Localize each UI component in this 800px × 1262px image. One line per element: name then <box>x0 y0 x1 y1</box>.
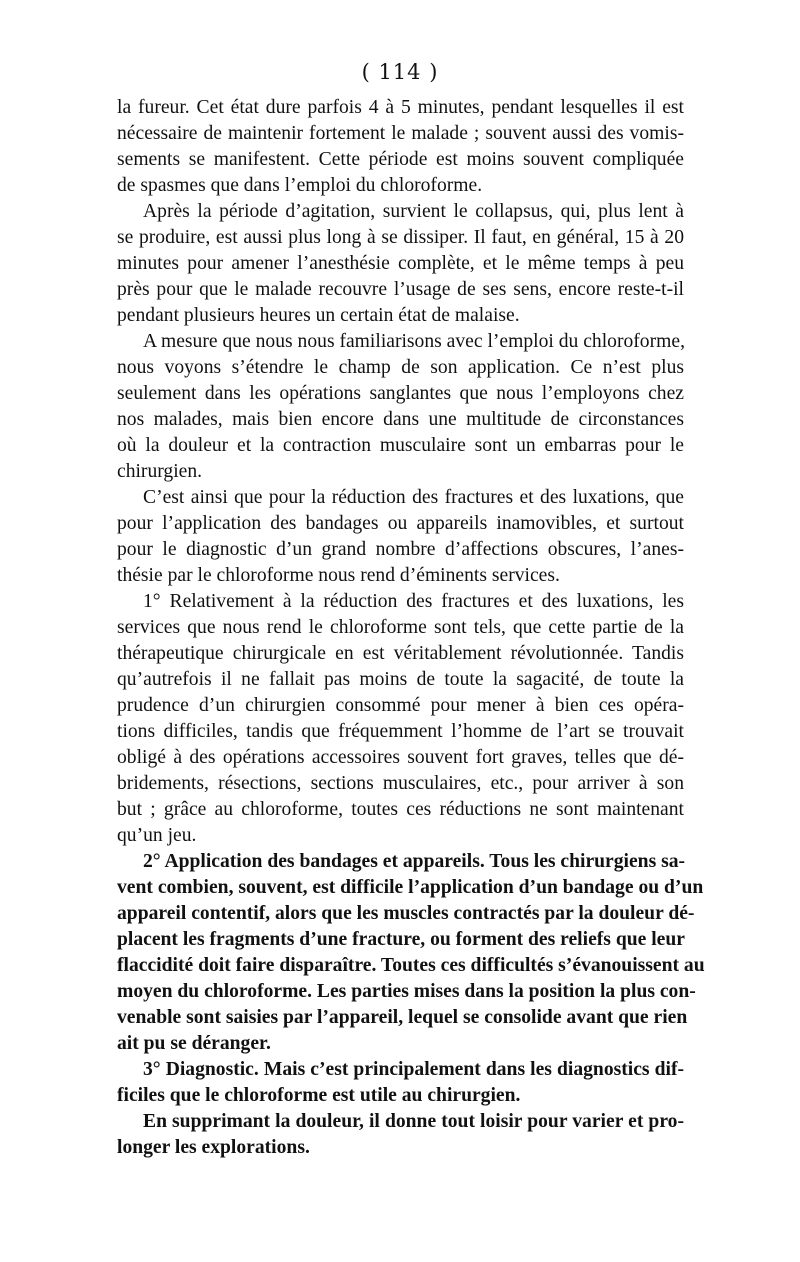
text-line: A mesure que nous nous familiarisons avec l’emploi du chloroforme, <box>143 331 685 352</box>
text-line: but ; grâce au chloroforme, toutes ces réductions ne sont maintenant <box>117 799 684 820</box>
text-line: 2° Application des bandages et appareils. Tous les chirurgiens sa- <box>143 851 686 872</box>
text-line: pendant plusieurs heures un certain état de malaise. <box>117 305 520 326</box>
text-line: nécessaire de maintenir fortement le malade ; souvent aussi des vomis- <box>117 123 684 144</box>
text-line: moyen du chloroforme. Les parties mises dans la position la plus con- <box>117 981 696 1002</box>
text-line: sements se manifestent. Cette période est moins souvent compliquée <box>117 149 684 170</box>
text-line: la fureur. Cet état dure parfois 4 à 5 minutes, pendant lesquelles il est <box>117 97 684 118</box>
text-line: 1° Relativement à la réduction des fractures et des luxations, les <box>143 591 684 612</box>
text-line: chirurgien. <box>117 461 203 482</box>
text-line: services que nous rend le chloroforme sont tels, que cette partie de la <box>117 617 684 638</box>
text-line: bridements, résections, sections musculaires, etc., pour arriver à son <box>117 773 684 794</box>
text-line: Après la période d’agitation, survient le collapsus, qui, plus lent à <box>143 201 684 222</box>
text-line: pour l’application des bandages ou appareils inamovibles, et surtout <box>117 513 684 534</box>
text-line: près pour que le malade recouvre l’usage de ses sens, encore reste-t-il <box>117 279 684 300</box>
text-line: C’est ainsi que pour la réduction des fractures et des luxations, que <box>143 487 684 508</box>
text-line: minutes pour amener l’anesthésie complète, et le même temps à peu <box>117 253 684 274</box>
text-line: venable sont saisies par l’appareil, lequel se consolide avant que rien <box>117 1007 688 1028</box>
body-text <box>117 95 705 1161</box>
text-line: tions difficiles, tandis que fréquemment l’homme de l’art se trouvait <box>117 721 684 742</box>
text-line: nous voyons s’étendre le champ de son application. Ce n’est plus <box>117 357 684 378</box>
text-line: ait pu se déranger. <box>117 1033 271 1054</box>
text-line: de spasmes que dans l’emploi du chloroforme. <box>117 175 483 196</box>
text-line: prudence d’un chirurgien consommé pour mener à bien ces opéra- <box>117 695 684 716</box>
text-line: se produire, est aussi plus long à se dissiper. Il faut, en général, 15 à 20 <box>117 227 684 248</box>
text-line: ficiles que le chloroforme est utile au chirurgien. <box>117 1085 521 1106</box>
text-line: thérapeutique chirurgicale en est véritablement révolutionnée. Tandis <box>117 643 684 664</box>
text-line: placent les fragments d’une fracture, ou forment des reliefs que leur <box>117 929 685 950</box>
text-line: obligé à des opérations accessoires souvent fort graves, telles que dé- <box>117 747 684 768</box>
text-line: 3° Diagnostic. Mais c’est principalement dans les diagnostics dif- <box>143 1059 684 1080</box>
page-number: ( 114 ) <box>361 60 439 84</box>
text-line: longer les explorations. <box>117 1137 310 1158</box>
text-line: qu’un jeu. <box>117 825 197 846</box>
text-line: flaccidité doit faire disparaître. Toutes ces difficultés s’évanouissent au <box>117 955 705 976</box>
text-line: où la douleur et la contraction musculaire sont un embarras pour le <box>117 435 684 456</box>
text-line: En supprimant la douleur, il donne tout loisir pour varier et pro- <box>143 1111 684 1132</box>
text-line: vent combien, souvent, est difficile l’application d’un bandage ou d’un <box>117 877 704 898</box>
text-line: thésie par le chloroforme nous rend d’éminents services. <box>117 565 560 586</box>
text-line: pour le diagnostic d’un grand nombre d’affections obscures, l’anes- <box>117 539 684 560</box>
text-line: seulement dans les opérations sanglantes que nous l’employons chez <box>117 383 684 404</box>
text-line: appareil contentif, alors que les muscles contractés par la douleur dé- <box>117 903 695 924</box>
text-line: qu’autrefois il ne fallait pas moins de toute la sagacité, de toute la <box>117 669 684 690</box>
text-line: nos malades, mais bien encore dans une multitude de circonstances <box>117 409 684 430</box>
